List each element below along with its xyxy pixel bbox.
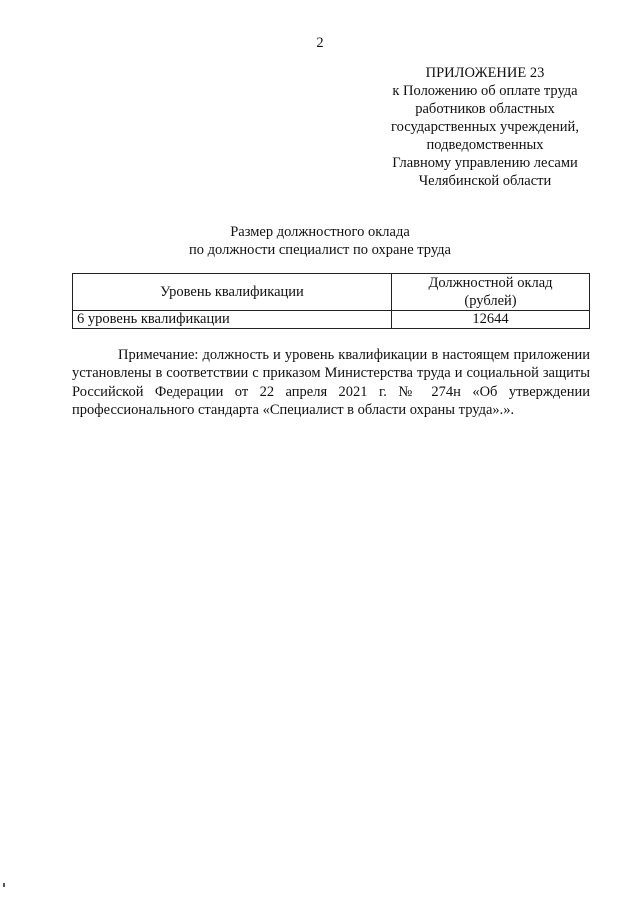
- cell-level: 6 уровень квалификации: [73, 311, 392, 329]
- salary-table: [72, 273, 590, 329]
- header-salary-line-1: Должностной оклад: [428, 275, 553, 291]
- appendix-line: Челябинской области: [418, 173, 552, 189]
- cell-salary: 12644: [392, 311, 590, 329]
- scan-mark: [3, 883, 5, 887]
- appendix-title: ПРИЛОЖЕНИЕ 23: [425, 65, 545, 81]
- appendix-line: Главному управлению лесами: [392, 155, 578, 171]
- appendix-line: работников областных: [415, 101, 555, 117]
- appendix-line: государственных учреждений,: [391, 119, 579, 135]
- header-level: Уровень квалификации: [73, 274, 392, 311]
- page-number: 2: [316, 35, 324, 51]
- title-line-2: по должности специалист по охране труда: [189, 242, 451, 258]
- title-line-1: Размер должностного оклада: [230, 224, 410, 240]
- header-salary-line-2: (рублей): [464, 293, 517, 309]
- appendix-header: [378, 64, 592, 190]
- header-salary: [392, 274, 590, 311]
- table-header-row: [73, 274, 590, 311]
- table-row: [73, 311, 590, 329]
- note-paragraph: Примечание: должность и уровень квалификации в настоящем приложении установлены в соответствии с приказом Министерства труда и социальной защиты Российской Федерации от 22 апреля 2021 г. № 274н «Об утверждении профессионального стандарта «Специалист в области охраны труда».».: [72, 347, 590, 419]
- appendix-line: подведомственных: [426, 137, 544, 153]
- document-title: [0, 223, 640, 259]
- appendix-line: к Положению об оплате труда: [392, 83, 578, 99]
